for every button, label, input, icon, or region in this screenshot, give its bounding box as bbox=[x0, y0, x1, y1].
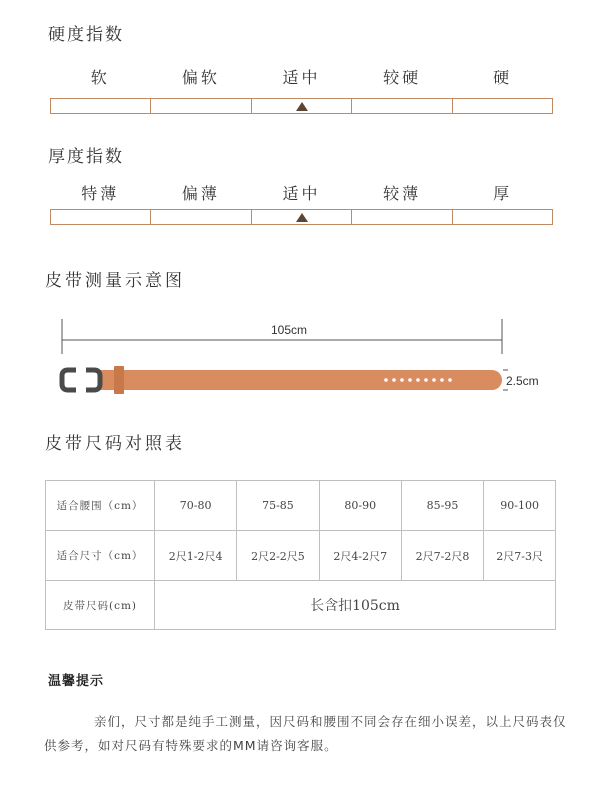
belt-hole bbox=[408, 378, 412, 382]
belt-hole bbox=[400, 378, 404, 382]
belt-hole bbox=[384, 378, 388, 382]
size-chart-table bbox=[45, 480, 556, 630]
table-cell: 90-100 bbox=[484, 481, 556, 531]
belt-hole bbox=[424, 378, 428, 382]
belt-hole bbox=[416, 378, 420, 382]
belt-hole bbox=[440, 378, 444, 382]
thickness-level-label: 特薄 bbox=[81, 184, 120, 203]
belt-hole bbox=[392, 378, 396, 382]
belt-holes bbox=[384, 378, 452, 382]
buckle-icon bbox=[62, 370, 76, 390]
table-row bbox=[46, 581, 556, 630]
table-cell: 2尺4-2尺7 bbox=[319, 531, 401, 581]
belt-keeper bbox=[114, 366, 124, 394]
table-cell-span: 长含扣105cm bbox=[155, 581, 556, 630]
row-header: 适合尺寸（cm） bbox=[46, 531, 155, 581]
hardness-title: 硬度指数 bbox=[48, 25, 124, 45]
row-header: 适合腰围（cm） bbox=[46, 481, 155, 531]
belt-hole bbox=[448, 378, 452, 382]
hardness-level-label: 硬 bbox=[493, 68, 513, 87]
thickness-level-label: 厚 bbox=[493, 184, 513, 203]
table-cell: 85-95 bbox=[401, 481, 483, 531]
table-cell: 2尺7-2尺8 bbox=[401, 531, 483, 581]
length-label: 105cm bbox=[270, 323, 308, 337]
belt-hole bbox=[432, 378, 436, 382]
tips-body: 亲们，尺寸都是纯手工测量，因尺码和腰围不同会存在细小误差，以上尺码表仅供参考，如对尺码有特殊要求的MM请咨询客服。 bbox=[44, 714, 567, 753]
thickness-level-label: 偏薄 bbox=[181, 184, 220, 203]
hardness-level-label: 软 bbox=[90, 68, 110, 87]
belt-diagram-title: 皮带测量示意图 bbox=[45, 271, 185, 291]
size-chart-title: 皮带尺码对照表 bbox=[45, 434, 185, 454]
tips-title: 温馨提示 bbox=[48, 674, 105, 689]
thickness-level-label: 较薄 bbox=[383, 184, 422, 203]
hardness-level-label: 较硬 bbox=[383, 68, 422, 87]
width-label: 2.5cm bbox=[506, 374, 539, 388]
buckle-icon bbox=[86, 370, 100, 390]
row-header: 皮带尺码(cm) bbox=[46, 581, 155, 630]
table-cell: 80-90 bbox=[319, 481, 401, 531]
hardness-level-label: 偏软 bbox=[181, 68, 220, 87]
table-cell: 2尺2-2尺5 bbox=[237, 531, 319, 581]
table-cell: 2尺1-2尺4 bbox=[155, 531, 237, 581]
table-row bbox=[46, 481, 556, 531]
table-cell: 75-85 bbox=[237, 481, 319, 531]
thickness-title: 厚度指数 bbox=[48, 147, 124, 167]
table-cell: 2尺7-3尺 bbox=[484, 531, 556, 581]
hardness-level-label: 适中 bbox=[282, 68, 321, 87]
thickness-level-label: 适中 bbox=[282, 184, 321, 203]
table-row bbox=[46, 531, 556, 581]
table-cell: 70-80 bbox=[155, 481, 237, 531]
